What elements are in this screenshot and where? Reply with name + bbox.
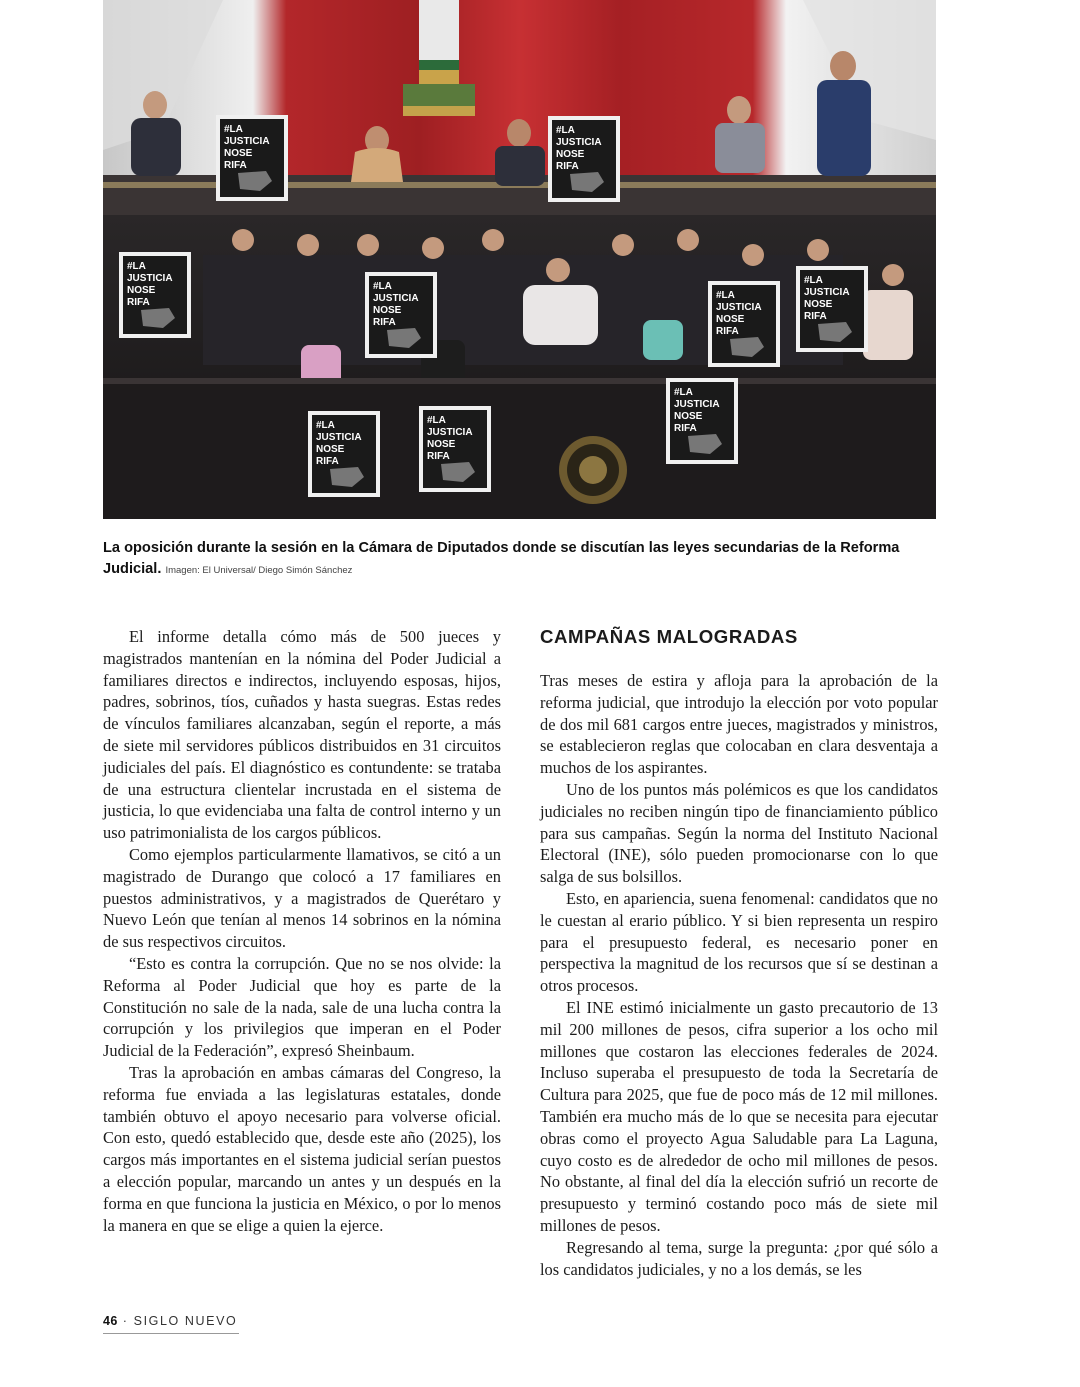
paragraph: Esto, en apariencia, suena fenomenal: candidatos que no le cuestan al erario público. Y si bien representa un respiro para el presupuesto federal, es necesario poner en perspectiva la magnitud de los recursos que sí se destinan a otros procesos.	[540, 888, 938, 996]
paragraph: Uno de los puntos más polémicos es que los candidatos judiciales no reciben ningún tipo de financiamiento público para sus campañas. Según la norma del Instituto Nacional Electoral (INE), sólo pueden promocionarse con lo que salga de sus bolsillos.	[540, 779, 938, 887]
page-footer	[103, 1314, 239, 1334]
paragraph: Como ejemplos particularmente llamativos, se citó a un magistrado de Durango que colocó a 17 familiares en puestos administrativos, y a magistrados de Querétaro y Nuevo León que tenían al menos 14 sobrinos en la nómina de sus respectivos circuitos.	[103, 844, 501, 952]
paragraph: El INE estimó inicialmente un gasto precautorio de 13 mil 200 millones de pesos, cifra superior a los ocho mil millones que costaron las elecciones federales de 2024. Incluso superaba el presupuesto de toda la Secretaría de Cultura para 2025, que fue de poco más de 12 mil millones. También era mucho más de lo que se necesita para ejecutar obras como el proyecto Agua Saludable para La Laguna, cuyo costo es de alrededor de ocho mil millones de pesos. No obstante, al final del día la elección sufrió un recorte de presupuesto y terminó costando poco más de siete mil millones de pesos.	[540, 997, 938, 1235]
page-number: 46	[103, 1314, 118, 1328]
paragraph: “Esto es contra la corrupción. Que no se nos olvide: la Reforma al Poder Judicial que hoy es parte de la Constitución no sale de la nada, sale de una lucha contra la corrupción y los privilegios que imperan en el Poder Judicial de la Federación”, expresó Sheinbaum.	[103, 953, 501, 1061]
photo-credit: Imagen: El Universal/ Diego Simón Sánchez	[165, 565, 353, 576]
paragraph: Tras la aprobación en ambas cámaras del Congreso, la reforma fue enviada a las legislaturas estatales, donde también obtuvo el apoyo necesario para volverse oficial. Con esto, quedó establecido que, desde este año (2025), los cargos más importantes en el sistema judicial serían puestos a elección popular, marcando un antes y un después en la forma en que funciona la justicia en México, o por lo menos la manera en que se elige a quien la ejerce.	[103, 1062, 501, 1235]
footer-separator: ·	[122, 1314, 129, 1328]
photo-caption	[103, 538, 936, 581]
left-column	[103, 626, 501, 1236]
right-column	[540, 626, 938, 1280]
article-photo	[103, 0, 936, 519]
chamber-session-image	[103, 0, 936, 519]
paragraph: Regresando al tema, surge la pregunta: ¿por qué sólo a los candidatos judiciales, y no a los demás, se les	[540, 1237, 938, 1279]
caption-text: La oposición durante la sesión en la Cámara de Diputados donde se discutían las leyes secundarias de la Reforma Judicial.	[103, 540, 900, 577]
paragraph: Tras meses de estira y afloja para la aprobación de la reforma judicial, que introdujo la elección por voto popular de dos mil 681 cargos entre jueces, magistrados y ministros, se establecieron reglas que colocaban en clara desventaja a muchos de los aspirantes.	[540, 671, 938, 778]
publication-name: SIGLO NUEVO	[133, 1314, 238, 1328]
section-heading: CAMPAÑAS MALOGRADAS	[540, 626, 798, 647]
paragraph: El informe detalla cómo más de 500 jueces y magistrados mantenían en la nómina del Poder Judicial a familiares directos e indirectos, incluyendo esposas, hijos, padres, sobrinos, tíos, cuñados y hasta suegras. Estas redes de vínculos familiares alcanzaban, según el reporte, a más de siete mil servidores públicos distribuidos en 31 circuitos judiciales del país. El diagnóstico es contundente: se trataba de una estructura clientelar incrustada en el sistema de justicia, lo que evidenciaba una falta de control interno y un uso patrimonialista de los cargos públicos.	[103, 627, 501, 843]
